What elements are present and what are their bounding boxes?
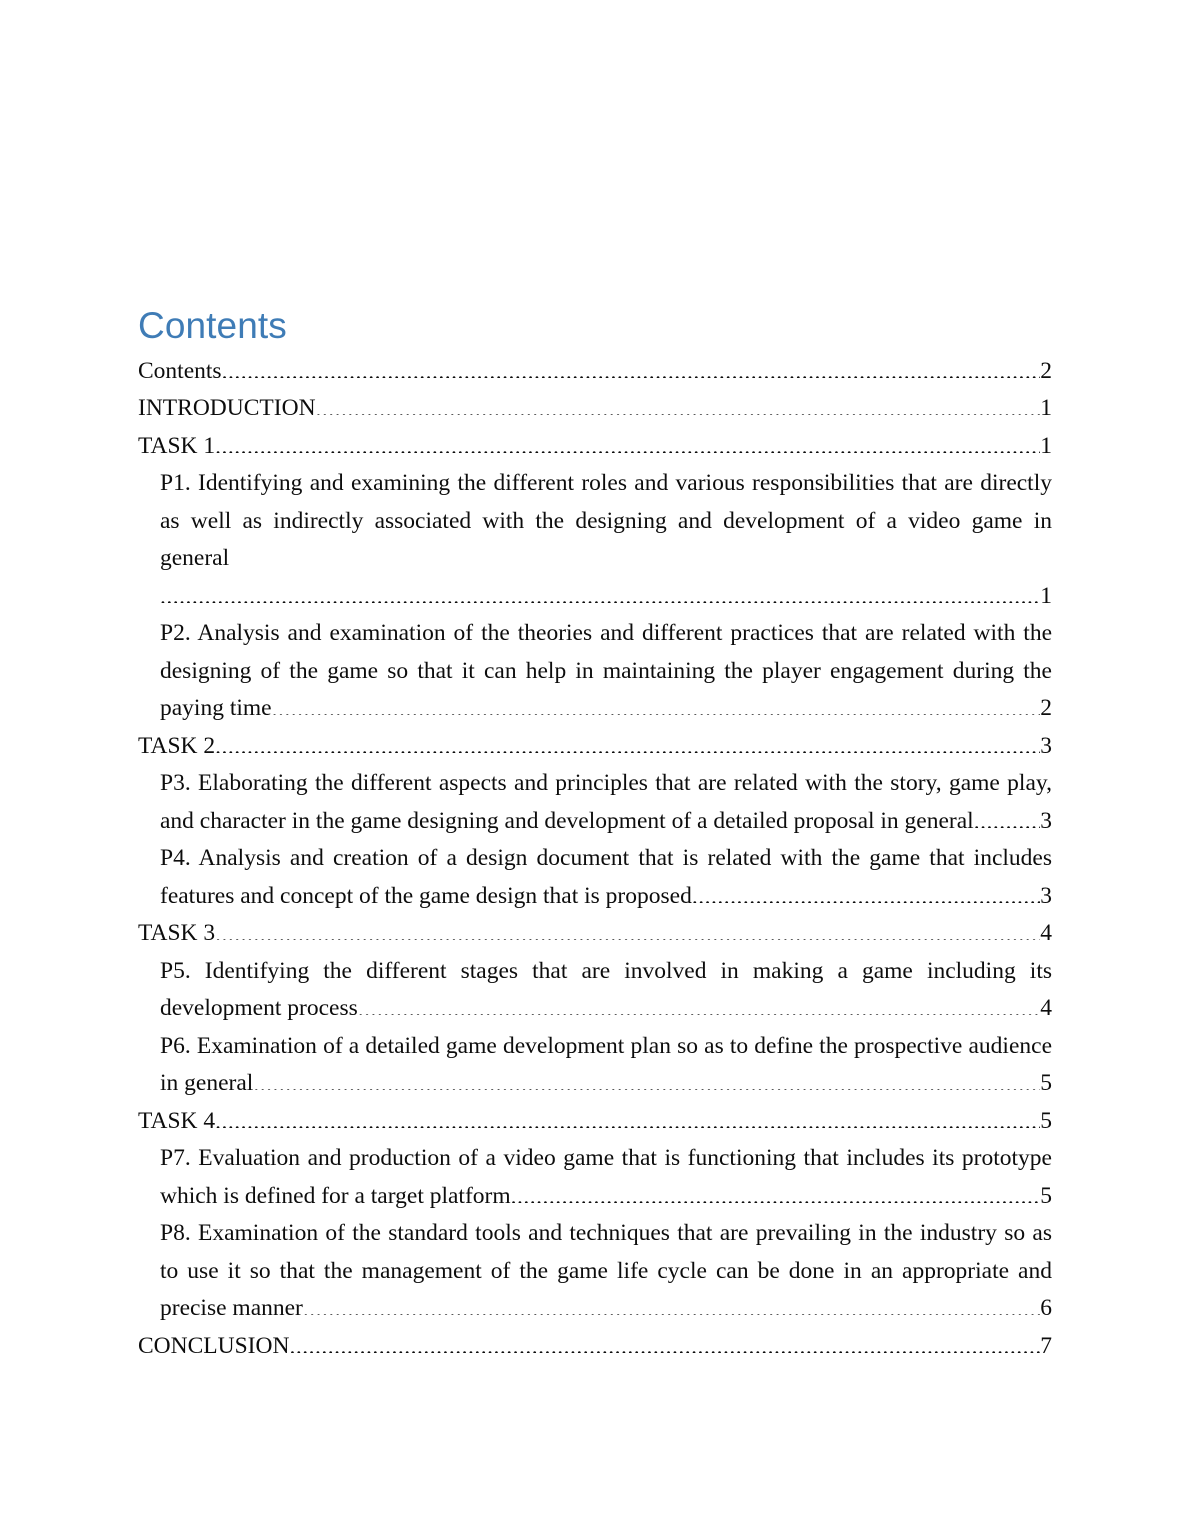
toc-entry-p2[interactable] xyxy=(138,615,1052,728)
dot-leader xyxy=(215,429,1040,453)
toc-page-number: 5 xyxy=(1040,1107,1052,1134)
toc-entry-p4[interactable] xyxy=(138,840,1052,915)
dot-leader xyxy=(272,692,1041,716)
toc-leader-line xyxy=(160,803,1052,841)
toc-leader-line xyxy=(138,428,1052,466)
toc-page-number: 1 xyxy=(1040,432,1052,459)
toc-entry-p5[interactable] xyxy=(138,953,1052,1028)
dot-leader xyxy=(358,992,1041,1016)
dot-leader xyxy=(222,354,1041,378)
toc-entry-text: P1. Identifying and examining the different roles and various responsibilities that are directly as well as indirectly associated with the designing and development of a video game in general xyxy=(160,470,1052,572)
toc-entry-text: P4. Analysis and creation of a design document that is related with the game that includes xyxy=(160,845,1052,872)
dot-leader xyxy=(160,579,1040,603)
toc-entry-text: P2. Analysis and examination of the theories and different practices that are related with the designing of the game so that it can help in maintaining the player engagement during the xyxy=(160,620,1052,684)
toc-entry-label: TASK 3 xyxy=(138,920,216,947)
toc-entry-tail: paying time xyxy=(160,695,272,722)
toc-entry-label: TASK 2 xyxy=(138,732,216,759)
toc-leader-line xyxy=(160,1065,1052,1103)
toc-entry-tail: in general xyxy=(160,1070,254,1097)
toc-leader-line xyxy=(138,728,1052,766)
toc-list xyxy=(138,353,1052,1366)
toc-container xyxy=(138,306,1052,1365)
dot-leader xyxy=(215,729,1040,753)
toc-entry-p7[interactable] xyxy=(138,1140,1052,1215)
toc-page-number: 3 xyxy=(1040,807,1052,834)
toc-entry-introduction[interactable] xyxy=(138,390,1052,428)
dot-leader xyxy=(303,1292,1040,1316)
toc-page-number: 5 xyxy=(1040,1070,1052,1097)
toc-leader-line xyxy=(138,353,1052,391)
toc-entry-tail: development process xyxy=(160,995,358,1022)
toc-leader-line xyxy=(160,1290,1052,1328)
toc-leader-line xyxy=(138,1328,1052,1366)
toc-entry-contents[interactable] xyxy=(138,353,1052,391)
toc-entry-task-2[interactable] xyxy=(138,728,1052,766)
toc-entry-label: CONCLUSION xyxy=(138,1332,290,1359)
dot-leader xyxy=(692,879,1040,903)
dot-leader xyxy=(215,917,1040,941)
page-title: Contents xyxy=(138,305,287,346)
dot-leader xyxy=(289,1329,1040,1353)
toc-entry-label: INTRODUCTION xyxy=(138,395,316,422)
toc-entry-tail: precise manner xyxy=(160,1295,303,1322)
toc-page-number: 3 xyxy=(1040,732,1052,759)
toc-leader-line xyxy=(138,915,1052,953)
toc-entry-label: Contents xyxy=(138,357,222,384)
toc-leader-line xyxy=(138,390,1052,428)
toc-entry-label: TASK 4 xyxy=(138,1107,216,1134)
toc-entry-p1[interactable] xyxy=(138,465,1052,615)
toc-page-number: 1 xyxy=(1040,395,1052,422)
toc-entry-tail: features and concept of the game design that is proposed xyxy=(160,882,692,909)
toc-leader-line xyxy=(160,578,1052,616)
toc-entry-label: TASK 1 xyxy=(138,432,216,459)
toc-leader-line xyxy=(138,1103,1052,1141)
toc-leader-line xyxy=(160,990,1052,1028)
toc-page-number: 2 xyxy=(1040,357,1052,384)
toc-page-number: 4 xyxy=(1040,920,1052,947)
dot-leader xyxy=(511,1179,1041,1203)
toc-page-number: 3 xyxy=(1040,882,1052,909)
toc-entry-p8[interactable] xyxy=(138,1215,1052,1328)
toc-entry-tail: and character in the game designing and development of a detailed proposal in general xyxy=(160,807,974,834)
toc-page-number: 7 xyxy=(1040,1332,1052,1359)
dot-leader xyxy=(253,1067,1040,1091)
toc-entry-p6[interactable] xyxy=(138,1028,1052,1103)
dot-leader xyxy=(215,1104,1040,1128)
toc-leader-line xyxy=(160,690,1052,728)
toc-entry-p3[interactable] xyxy=(138,765,1052,840)
toc-entry-text: P3. Elaborating the different aspects and principles that are related with the story, game play, xyxy=(160,770,1052,797)
toc-entry-task-4[interactable] xyxy=(138,1103,1052,1141)
toc-page-number: 4 xyxy=(1040,995,1052,1022)
toc-entry-conclusion[interactable] xyxy=(138,1328,1052,1366)
toc-entry-text: P5. Identifying the different stages that are involved in making a game including its xyxy=(160,957,1052,984)
toc-entry-text: P6. Examination of a detailed game development plan so as to define the prospective audience xyxy=(160,1032,1052,1059)
toc-entry-tail: which is defined for a target platform xyxy=(160,1182,511,1209)
toc-entry-text: P7. Evaluation and production of a video game that is functioning that includes its prototype xyxy=(160,1145,1052,1172)
dot-leader xyxy=(974,804,1041,828)
toc-leader-line xyxy=(160,1178,1052,1216)
toc-page-number: 2 xyxy=(1040,695,1052,722)
toc-entry-task-3[interactable] xyxy=(138,915,1052,953)
toc-page-number: 6 xyxy=(1040,1295,1052,1322)
toc-entry-task-1[interactable] xyxy=(138,428,1052,466)
dot-leader xyxy=(316,392,1041,416)
toc-page-number: 1 xyxy=(1040,582,1052,609)
toc-entry-text: P8. Examination of the standard tools and techniques that are prevailing in the industry so as to use it so that the management of the game life cycle can be done in an appropriate and xyxy=(160,1220,1052,1284)
toc-leader-line xyxy=(160,878,1052,916)
toc-page-number: 5 xyxy=(1040,1182,1052,1209)
